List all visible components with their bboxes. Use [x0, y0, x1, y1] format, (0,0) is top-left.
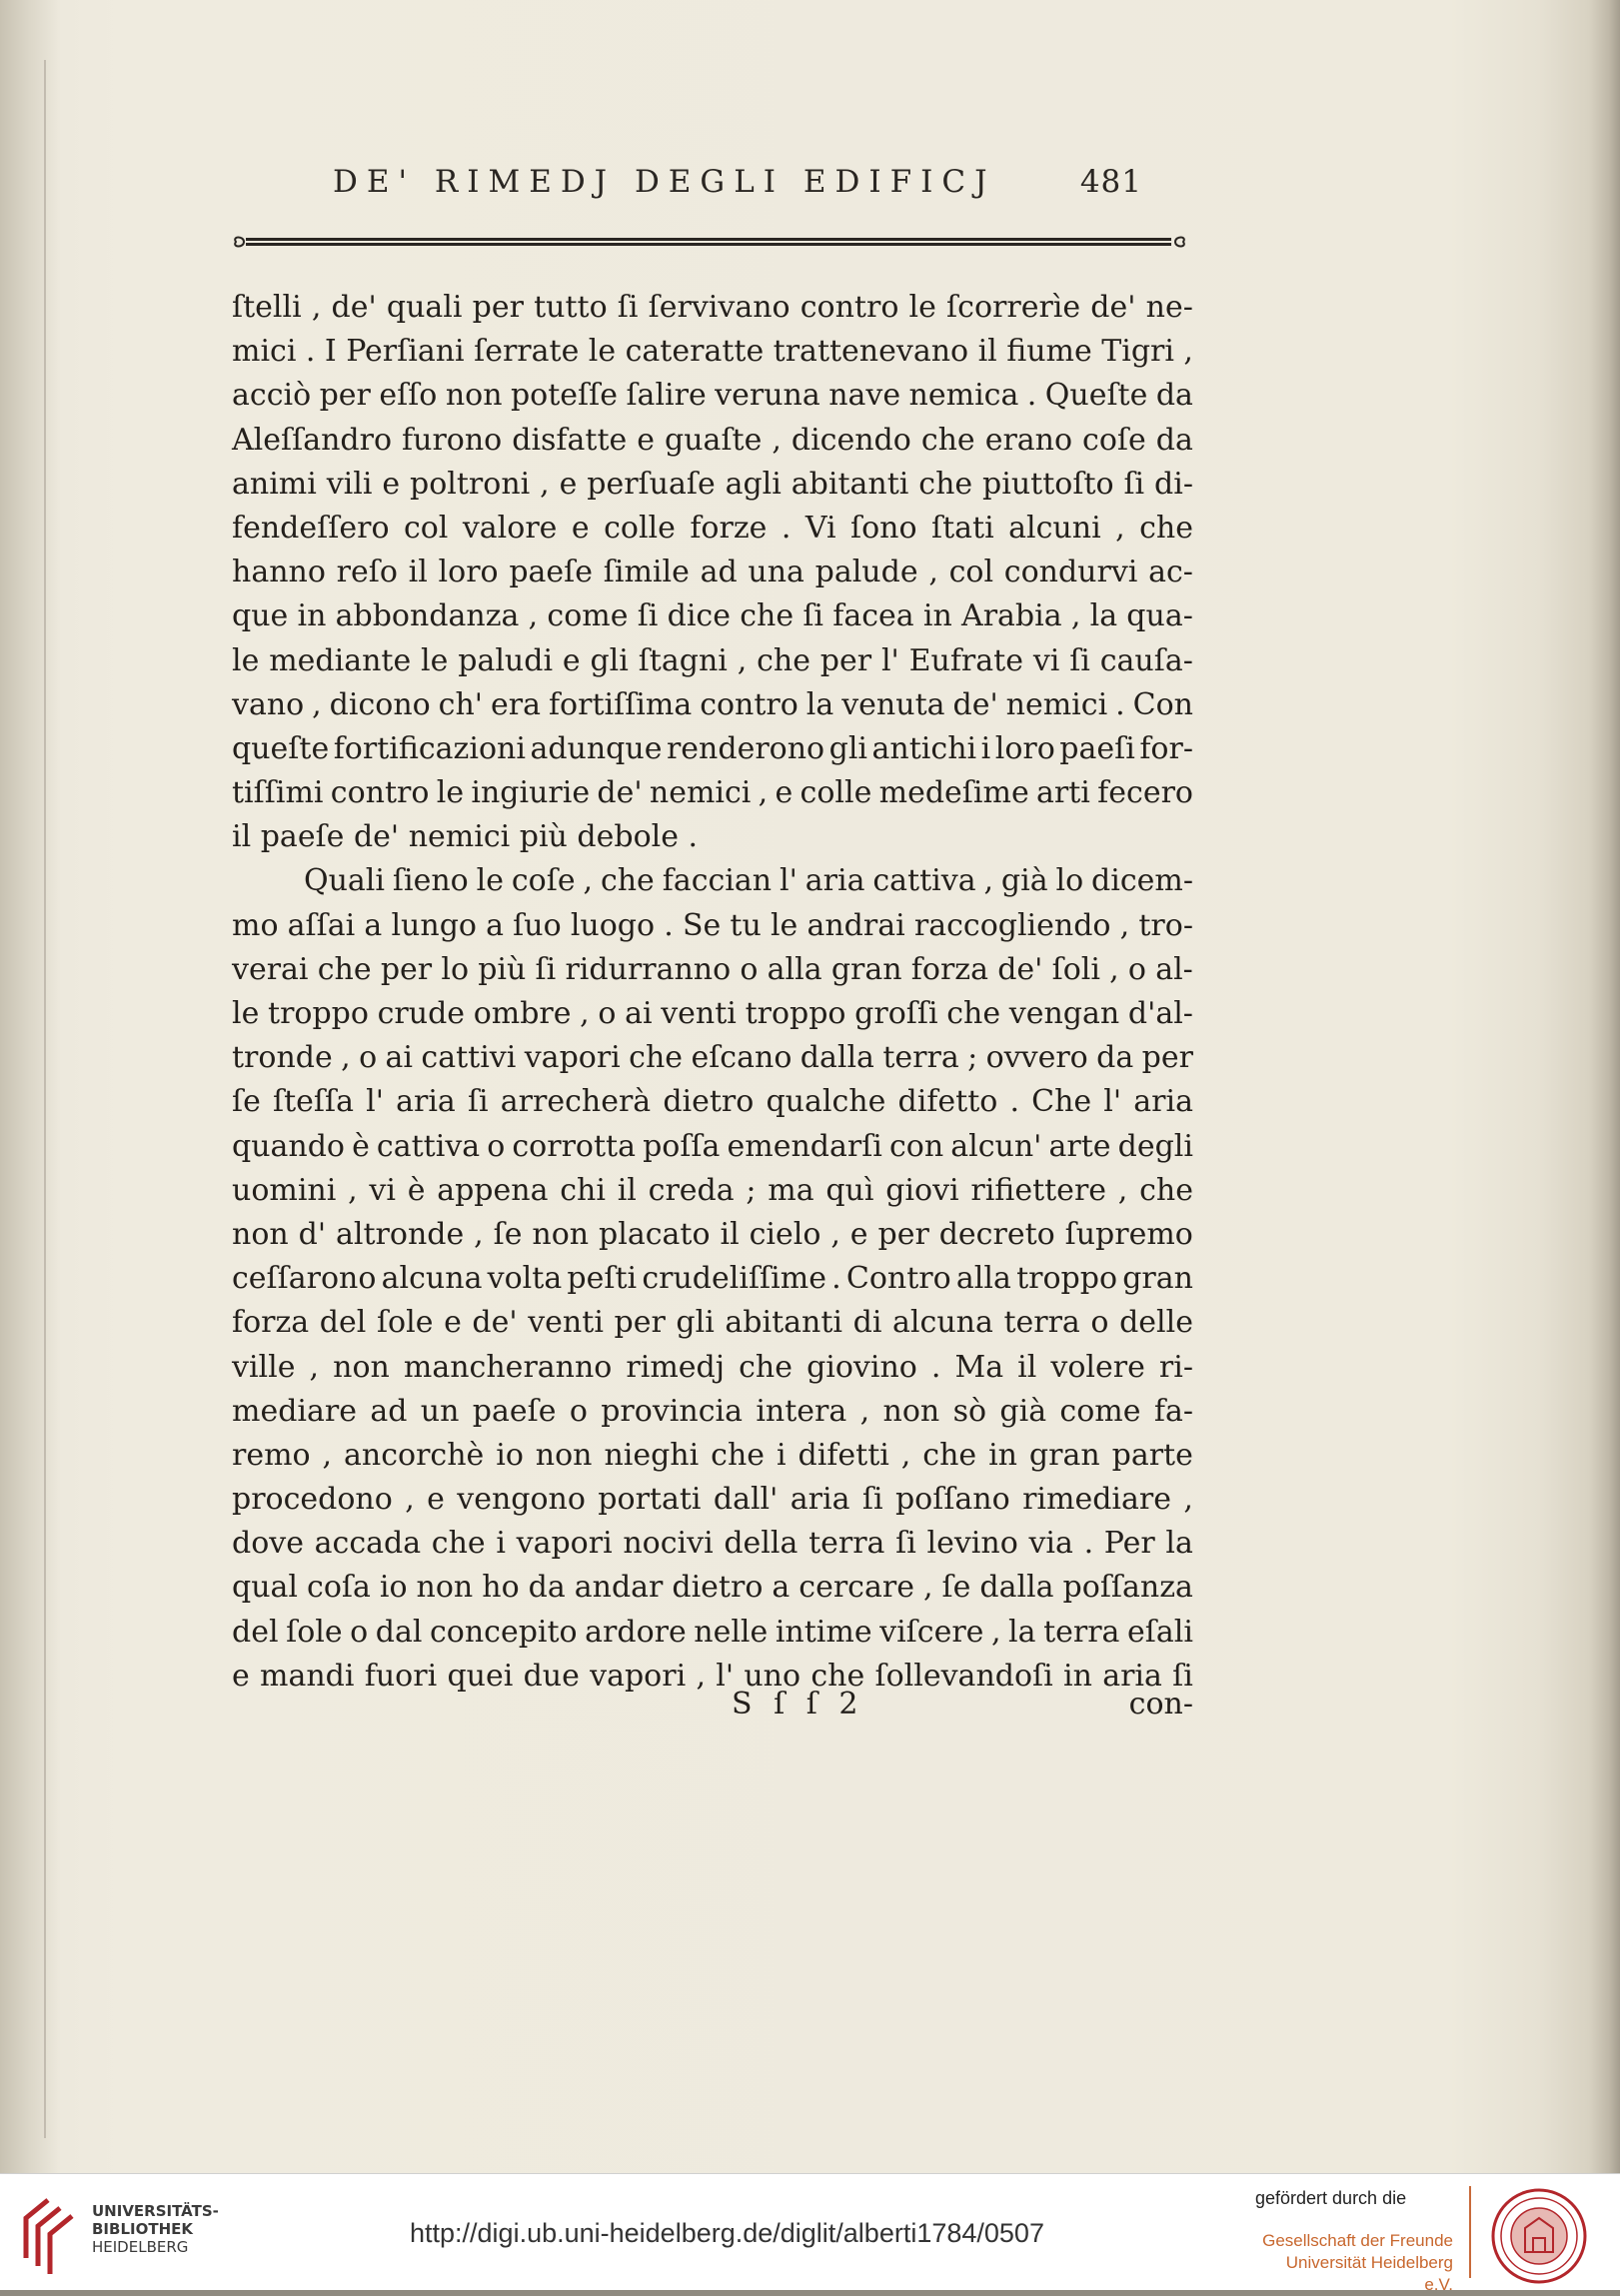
text-line: e mandi fuori quei due vapori , l' uno che ſollevandoſi in aria ſi	[232, 1658, 1193, 1694]
viewer-footer	[0, 2173, 1620, 2294]
text-line: hanno reſo il loro paeſe ſimile ad una palude , col condurvi ac-	[232, 555, 1193, 590]
text-line: verai che per lo più ſi ridurranno o alla gran forza de' ſoli , o al-	[232, 951, 1193, 987]
running-head-title: DE' RIMEDJ DEGLI EDIFICJ	[333, 164, 996, 200]
university-seal-icon[interactable]	[1489, 2186, 1589, 2286]
text-line: ſtelli , de' quali per tutto ſi ſervivano contro le ſcorrerìe de' ne-	[232, 290, 1193, 325]
ornamental-rule	[230, 232, 1189, 252]
text-line: vano , dicono ch' era fortiſſima contro la venuta de' nemici . Con	[232, 686, 1193, 722]
permalink-url[interactable]: http://digi.ub.uni-heidelberg.de/diglit/alberti1784/0507	[410, 2218, 1044, 2248]
text-line: ceſſarono alcuna volta peſti crudeliſſime . Contro alla troppo gran	[232, 1261, 1193, 1297]
text-line: remo , ancorchè io non nieghi che i difetti , che in gran parte	[232, 1437, 1193, 1473]
text-line: le troppo crude ombre , o ai venti troppo groſſi che vengan d'al-	[232, 996, 1193, 1031]
text-line: acciò per eſſo non poteſſe ſalire veruna nave nemica . Queſte da	[232, 378, 1193, 414]
text-line: Aleſſandro furono disfatte e guaſte , dicendo che erano coſe da	[232, 422, 1193, 458]
text-line: que in abbondanza , come ſi dice che ſi facea in Arabia , la qua-	[232, 598, 1193, 634]
sponsor-divider	[1469, 2186, 1471, 2278]
text-line: uomini , vi è appena chi il creda ; ma quì giovi rifiettere , che	[232, 1172, 1193, 1208]
text-line: tiſſimi contro le ingiurie de' nemici , e colle medeſime arti fecero	[232, 775, 1193, 811]
text-line: mici . I Perſiani ſerrate le cateratte trattenevano il fiume Tigri ,	[232, 334, 1193, 370]
gutter-line	[44, 60, 46, 2138]
text-line: mo aſſai a lungo a ſuo luogo . Se tu le andrai raccogliendo , tro-	[232, 907, 1193, 943]
sponsor-name[interactable]: Gesellschaft der Freunde Universität Heidelberg e.V.	[1262, 2231, 1453, 2294]
text-line: quando è cattiva o corrotta poſſa emendarſi con alcun' arte degli	[232, 1128, 1193, 1164]
book-spine-shadow	[0, 0, 60, 2173]
text-line: Quali ſieno le coſe , che faccian l' aria cattiva , già lo dicem-	[304, 863, 1193, 899]
university-library-name[interactable]: UNIVERSITÄTS- BIBLIOTHEK HEIDELBERG	[92, 2202, 219, 2256]
page-number: 481	[1079, 164, 1142, 200]
text-line: le mediante le paludi e gli ſtagni , che per l' Eufrate vi ſi cauſa-	[232, 642, 1193, 678]
sponsor-label: gefördert durch die	[1255, 2188, 1407, 2208]
text-line: ville , non mancheranno rimedj che giovino . Ma il volere ri-	[232, 1349, 1193, 1385]
body-text	[232, 286, 1193, 1699]
text-line: del ſole o dal concepito ardore nelle intime viſcere , la terra eſali	[232, 1614, 1193, 1650]
text-line: fendeſſero col valore e colle forze . Vi ſono ſtati alcuni , che	[232, 510, 1193, 546]
text-line: animi vili e poltroni , e perſuaſe agli abitanti che piuttoſto ſi di-	[232, 466, 1193, 502]
text-line: mediare ad un paeſe o provincia intera , non sò già come fa-	[232, 1393, 1193, 1429]
text-line: dove accada che i vapori nocivi della terra ſi levino via . Per la	[232, 1526, 1193, 1562]
text-line: qual coſa io non ho da andar dietro a cercare , ſe dalla poſſanza	[232, 1570, 1193, 1606]
text-line: il paeſe de' nemici più debole .	[232, 819, 699, 855]
text-line: queſte fortificazioni adunque renderono gli antichi i loro paeſi for-	[232, 730, 1193, 766]
text-line: non d' altronde , ſe non placato il cielo , e per decreto ſupremo	[232, 1216, 1193, 1252]
signature-mark: S ſ ſ 2	[732, 1687, 864, 1722]
text-line: ſe ſteſſa l' aria ſi arrecherà dietro qualche difetto . Che l' aria	[232, 1084, 1193, 1120]
text-line: procedono , e vengono portati dall' aria ſi poſſano rimediare ,	[232, 1482, 1193, 1518]
catchword: con-	[1128, 1687, 1193, 1722]
university-library-logo-icon[interactable]	[18, 2188, 78, 2278]
text-line: tronde , o ai cattivi vapori che eſcano dalla terra ; ovvero da per	[232, 1040, 1193, 1076]
page-foot	[232, 1687, 1193, 1730]
text-line: forza del ſole e de' venti per gli abitanti di alcuna terra o delle	[232, 1305, 1193, 1341]
running-head	[333, 158, 1142, 208]
